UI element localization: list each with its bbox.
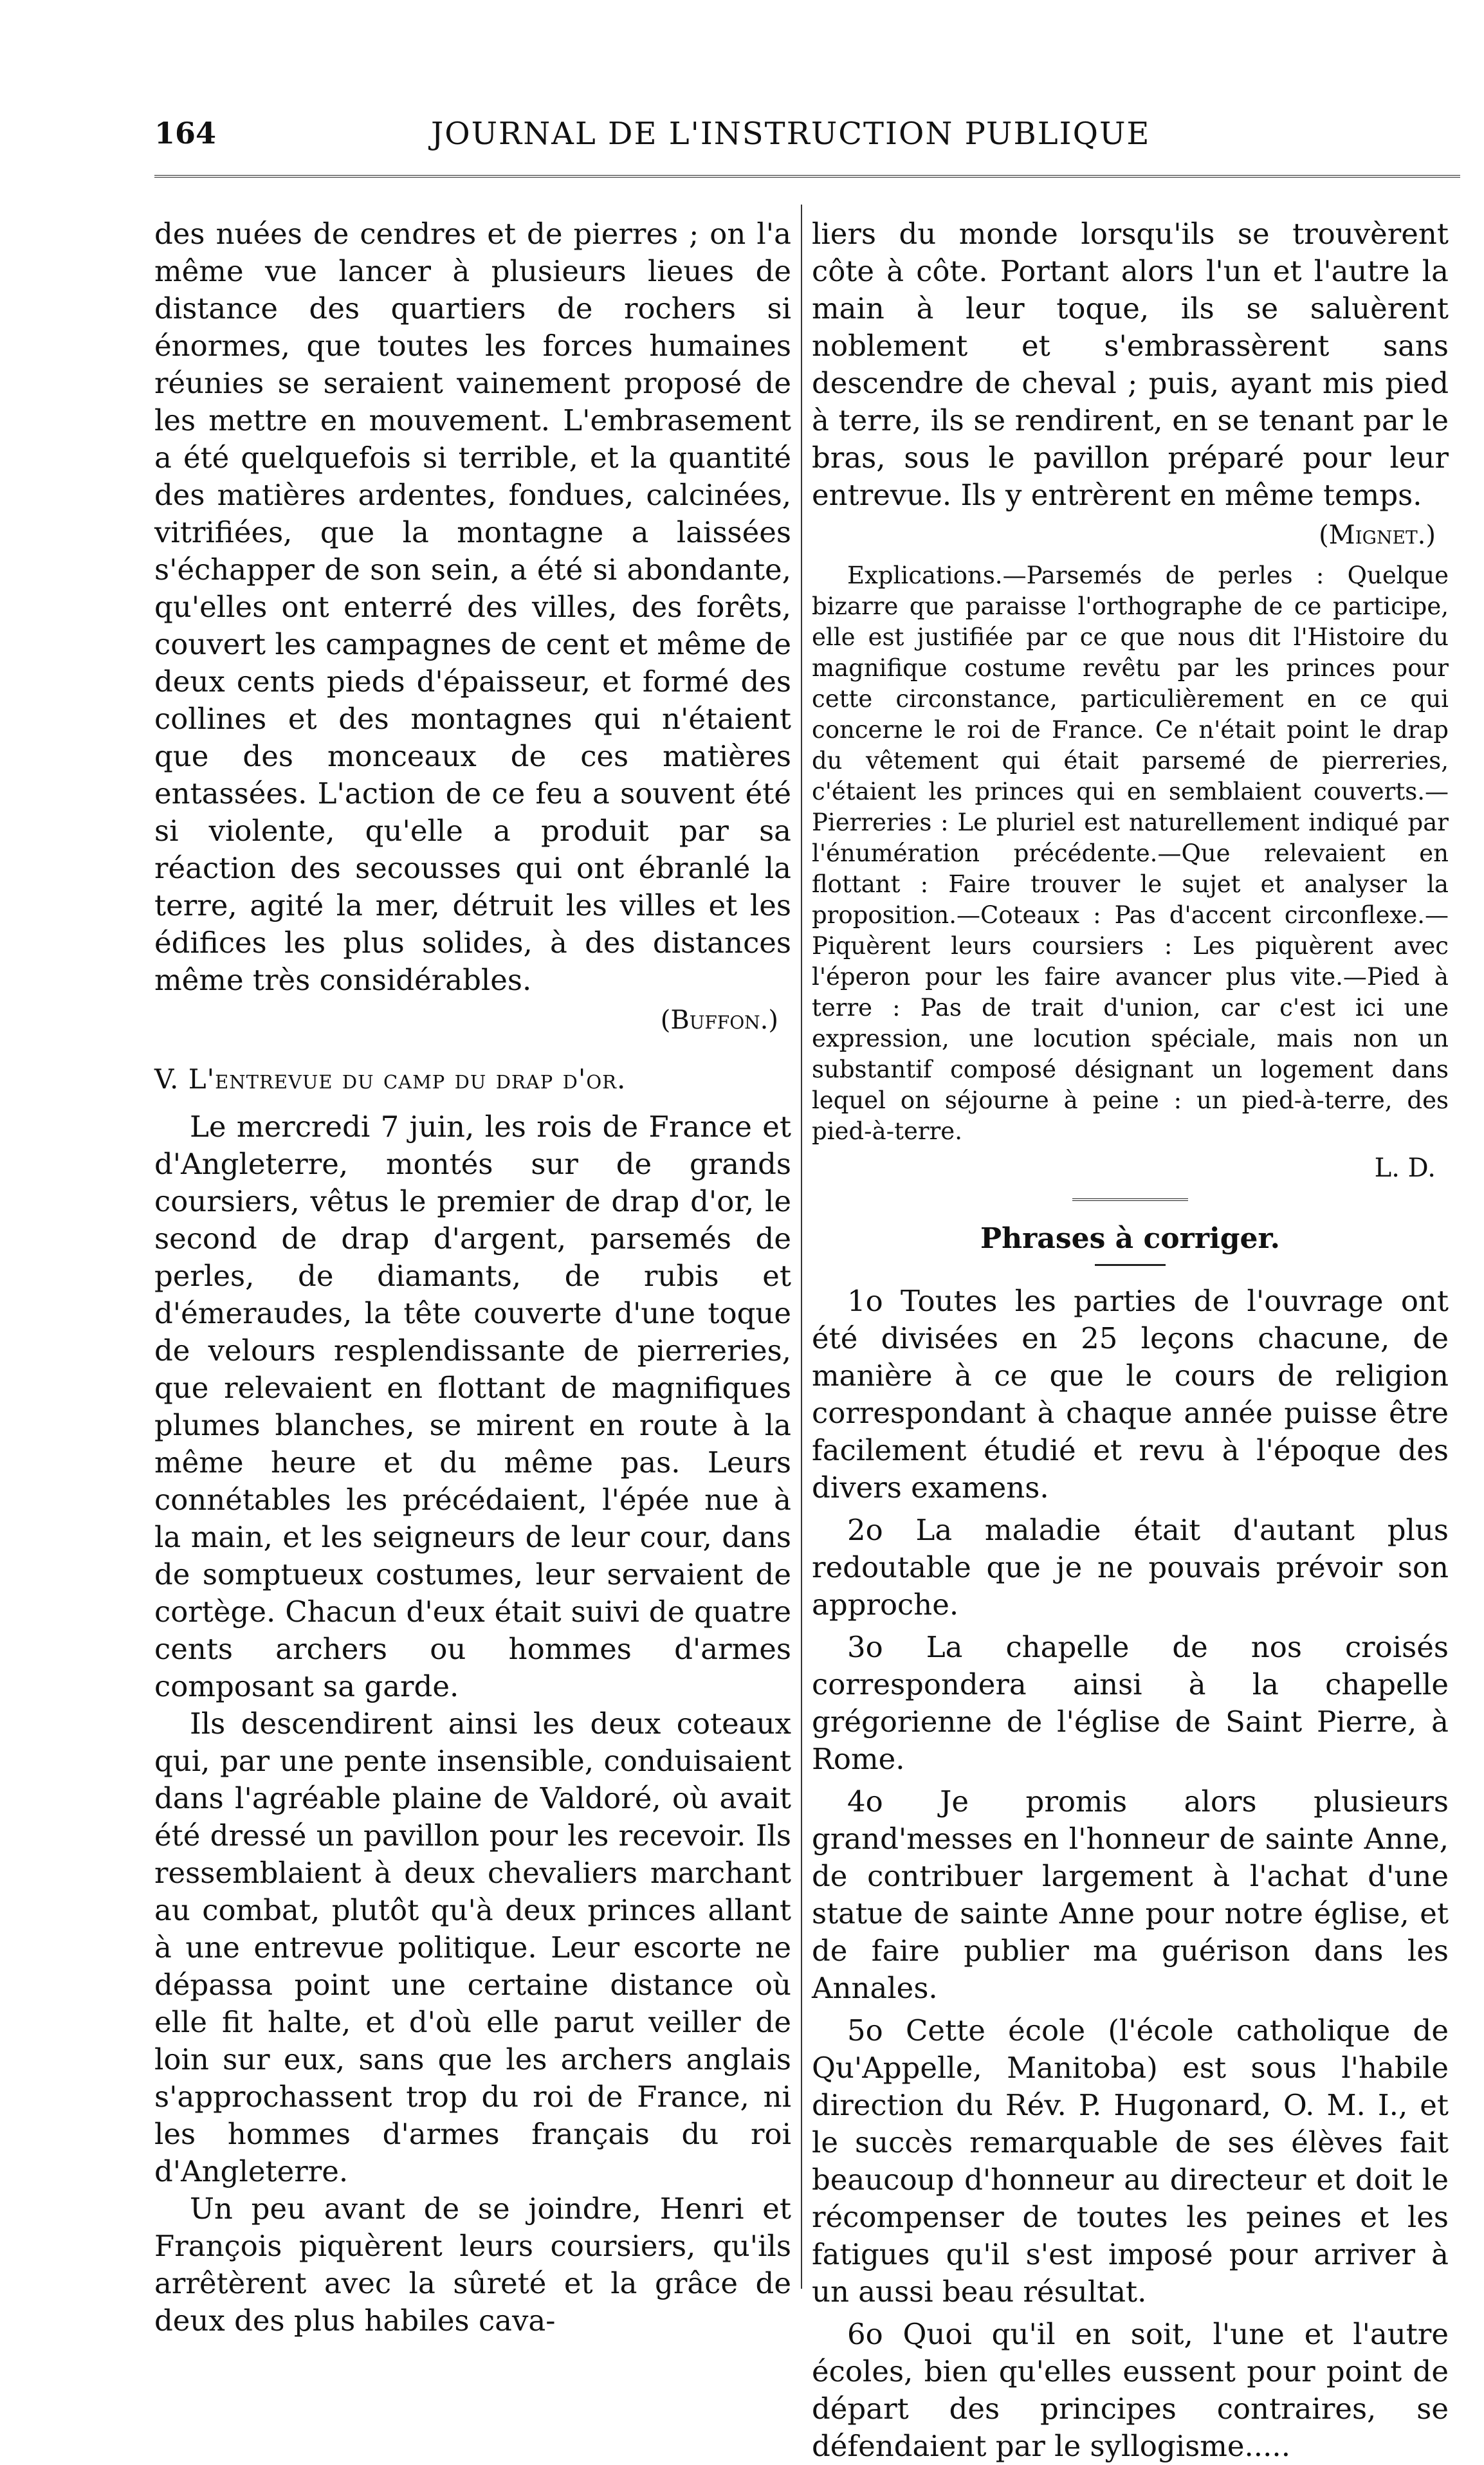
entrevue-para-2: Ils descendirent ainsi les deux coteaux qui, par une pente insensible, conduisaient dans l'agréable plaine de Valdoré, où avait été dressé un pavillon pour les recevoir. Ils ressemblaient à deux chevaliers marchant au combat, plutôt qu'à deux princes allant à une entrevue politique. Leur escorte ne dépassa point une certaine distance où elle fit halte, et d'où elle parut veiller de loin sur eux, sans que les archers anglais s'approchassent trop du roi de France, ni les hommes d'armes français du roi d'Angleterre.: [154, 1707, 791, 2188]
phrase-item-4: 4o Je promis alors plusieurs grand'messes en l'honneur de sainte Anne, de contribuer largement à l'achat d'une statue de sainte Anne pour notre église, et de faire publier ma guérison dans les Annales.: [812, 1784, 1449, 2005]
column-divider: [801, 205, 802, 2289]
entrevue-para-3: Un peu avant de se joindre, Henri et François piquèrent leurs coursiers, qu'ils arrêtèrent avec la sûreté et la grâce de deux des plus habiles cava-: [154, 2192, 791, 2338]
note-signature: L. D.: [1374, 1153, 1436, 1183]
phrase-item-3: 3o La chapelle de nos croisés correspondera ainsi à la chapelle grégorienne de l'église de Saint Pierre, à Rome.: [812, 1630, 1449, 1776]
phrase-item-2: 2o La maladie était d'autant plus redoutable que je ne pouvais prévoir son approche.: [812, 1513, 1449, 1622]
entrevue-para-1: Le mercredi 7 juin, les rois de France et d'Angleterre, montés sur de grands coursiers, vêtus le premier de drap d'or, le second de drap d'argent, parsemés de perles, de diamants, de rubis et d'émeraudes, la tête couverte d'une toque de velours resplendissante de pierreries, que relevaient en flottant de magnifiques plumes blanches, se mirent en route à la même heure et du même pas. Leurs connétables les précédaient, l'épée nue à la main, et les seigneurs de leur cour, dans de somptueux costumes, leur servaient de cortège. Chacun d'eux était suivi de quatre cents archers ou hommes d'armes composant sa garde.: [154, 1110, 791, 1703]
explications-note: Explications.—Parsemés de perles : Quelque bizarre que paraisse l'orthographe de ce participe, elle est justifiée par ce que nous dit l'Histoire du magnifique costume revêtu par les princes pour cette circonstance, particulièrement en ce qui concerne le roi de France. Ce n'était point le drap du vêtement qui était parsemé de pierreries, c'étaient les princes qui en semblaient couverts.—Pierreries : Le pluriel est naturellement indiqué par l'énumération précédente.—Que relevaient en flottant : Faire trouver le sujet et analyser la proposition.—Coteaux : Pas d'accent circonflexe.—Piquèrent leurs coursiers : Les piquèrent avec l'éperon pour les faire avancer plus vite.—Pied à terre : Pas de trait d'union, car c'est ici une expression, une locution spéciale, mais non un substantif composé désignant un logement dans lequel on séjourne à peine : un pied-à-terre, des pied-à-terre.: [812, 562, 1449, 1145]
section-title: V. L'entrevue du camp du drap d'or.: [154, 1063, 627, 1095]
buffon-attribution: (Buffon.): [660, 1005, 778, 1035]
phrase-item-5: 5o Cette école (l'école catholique de Qu'Appelle, Manitoba) est sous l'habile direction du Rév. P. Hugonard, O. M. I., et le succès remarquable de ses élèves fait beaucoup d'honneur au directeur et doit le récompenser de toutes les peines et les fatigues qu'il s'est imposé pour arriver à un aussi beau résultat.: [812, 2013, 1449, 2309]
left-column: [154, 215, 791, 2340]
mignet-attribution: (Mignet.): [1319, 520, 1436, 550]
running-title: JOURNAL DE L'INSTRUCTION PUBLIQUE: [431, 116, 1151, 152]
page-number: 164: [154, 116, 217, 151]
header-rule: [154, 175, 1460, 178]
section-separator: [1072, 1198, 1188, 1201]
phrase-item-6: 6o Quoi qu'il en soit, l'une et l'autre écoles, bien qu'elles eussent pour point de départ des principes contraires, se défendaient par le syllogisme.....: [812, 2317, 1449, 2463]
phrase-item-1: 1o Toutes les parties de l'ouvrage ont été divisées en 25 leçons chacune, de manière à ce que le cours de religion correspondant à chaque année puisse être facilement étudié et revu à l'époque des divers examens.: [812, 1284, 1449, 1505]
right-column: [812, 215, 1449, 2465]
heading-rule: [1095, 1264, 1166, 1266]
page-header: [154, 109, 1209, 161]
entrevue-continuation: liers du monde lorsqu'ils se trouvèrent côte à côte. Portant alors l'un et l'autre la main à leur toque, ils se saluèrent noblement et s'embrassèrent sans descendre de cheval ; puis, ayant mis pied à terre, ils se rendirent, en se tenant par le bras, sous le pavillon préparé pour leur entrevue. Ils y entrèrent en même temps.: [812, 217, 1449, 512]
phrases-heading: Phrases à corriger.: [980, 1222, 1280, 1255]
buffon-text: des nuées de cendres et de pierres ; on l'a même vue lancer à plusieurs lieues de distance des quartiers de rochers si énormes, que toutes les forces humaines réunies se seraient vainement proposé de les mettre en mouvement. L'embrasement a été quelquefois si terrible, et la quantité des matières ardentes, fondues, calcinées, vitrifiées, que la montagne a laissées s'échapper de son sein, a été si abondante, qu'elles ont enterré des villes, des forêts, couvert les campagnes de cent et même de deux cents pieds d'épaisseur, et formé des collines et des montagnes qui n'étaient que des monceaux de ces matières entassées. L'action de ce feu a souvent été si violente, qu'elle a produit par sa réaction des secousses qui ont ébranlé la terre, agité la mer, détruit les villes et les édifices les plus solides, à des distances même très considérables.: [154, 217, 791, 997]
